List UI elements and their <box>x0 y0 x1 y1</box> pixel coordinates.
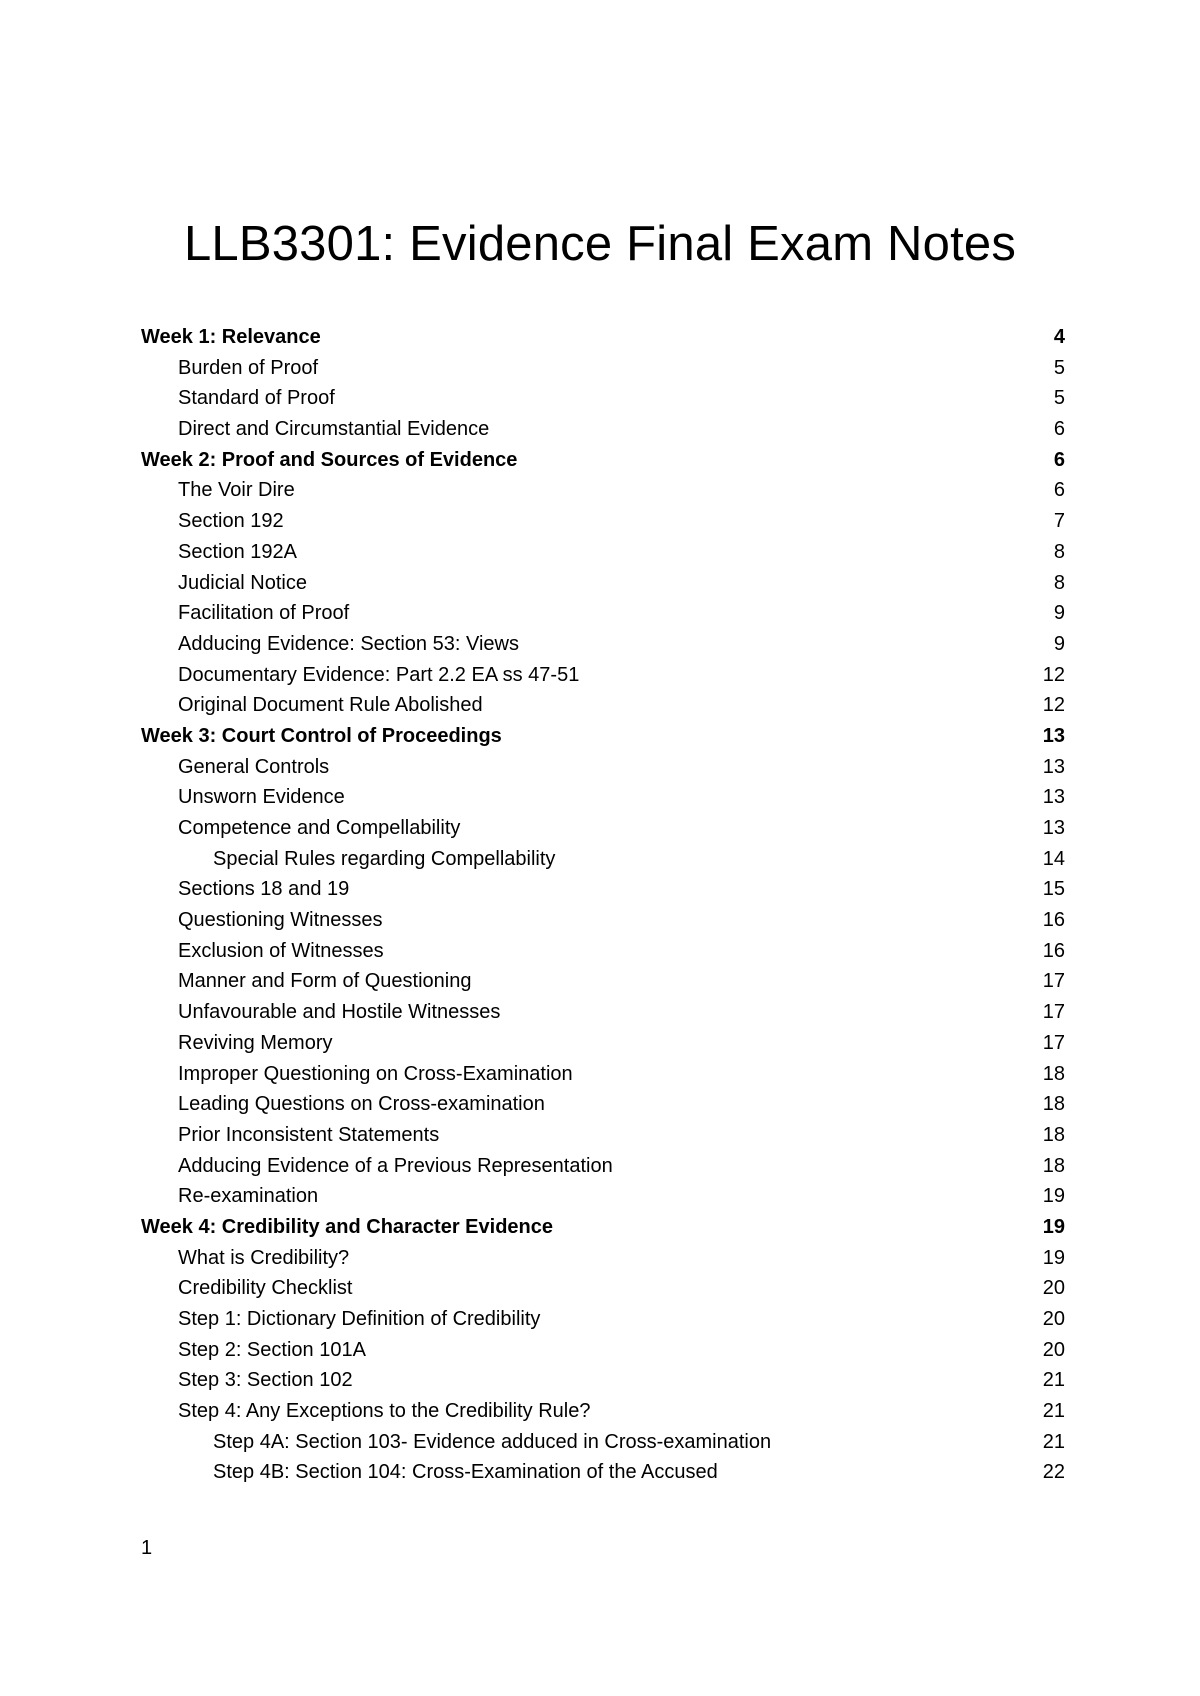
toc-entry-title: Adducing Evidence of a Previous Representation <box>178 1154 613 1177</box>
toc-entry[interactable] <box>141 414 1065 445</box>
toc-entry[interactable] <box>141 475 1065 506</box>
toc-entry-page: 9 <box>1053 632 1065 655</box>
toc-entry-page: 12 <box>1042 663 1065 686</box>
toc-entry-title: Re-examination <box>178 1185 319 1208</box>
toc-entry[interactable] <box>141 1396 1065 1427</box>
toc-entry-page: 19 <box>1042 1215 1065 1238</box>
toc-entry[interactable] <box>141 1273 1065 1304</box>
toc-entry-title: Section 192A <box>178 540 297 563</box>
toc-entry-title: General Controls <box>178 755 330 778</box>
toc-entry-page: 15 <box>1042 878 1065 901</box>
toc-entry[interactable] <box>141 721 1065 752</box>
toc-entry-page: 5 <box>1053 356 1065 379</box>
toc-entry-title: The Voir Dire <box>178 479 295 502</box>
toc-entry-page: 14 <box>1042 847 1065 870</box>
toc-entry[interactable] <box>141 322 1065 353</box>
toc-entry[interactable] <box>141 1457 1065 1488</box>
toc-entry-title: Original Document Rule Abolished <box>178 694 483 717</box>
toc-entry-page: 6 <box>1053 418 1065 441</box>
toc-entry-page: 16 <box>1042 909 1065 932</box>
toc-entry[interactable] <box>141 598 1065 629</box>
toc-entry-title: Facilitation of Proof <box>178 602 350 625</box>
toc-entry-title: Week 1: Relevance <box>141 326 321 348</box>
toc-entry-title: Sections 18 and 19 <box>178 878 350 901</box>
toc-entry[interactable] <box>141 844 1065 875</box>
toc-entry[interactable] <box>141 1028 1065 1059</box>
toc-entry[interactable] <box>141 874 1065 905</box>
toc-entry-title: Reviving Memory <box>178 1031 333 1054</box>
toc-entry[interactable] <box>141 997 1065 1028</box>
table-of-contents <box>141 322 1065 1488</box>
toc-entry-page: 16 <box>1042 939 1065 962</box>
toc-entry[interactable] <box>141 660 1065 691</box>
toc-entry-title: Improper Questioning on Cross-Examination <box>178 1062 573 1085</box>
toc-entry-page: 18 <box>1042 1123 1065 1146</box>
toc-entry-title: Step 2: Section 101A <box>178 1338 366 1361</box>
toc-entry-title: Competence and Compellability <box>178 817 461 839</box>
toc-entry-page: 22 <box>1042 1461 1065 1484</box>
toc-entry-page: 13 <box>1042 817 1065 839</box>
toc-entry-page: 9 <box>1053 602 1065 625</box>
toc-entry-page: 20 <box>1042 1308 1065 1330</box>
toc-entry-page: 20 <box>1042 1338 1065 1361</box>
toc-entry-title: Standard of Proof <box>178 387 335 410</box>
toc-entry-page: 20 <box>1042 1277 1065 1300</box>
toc-entry-page: 17 <box>1042 1001 1065 1024</box>
toc-entry[interactable] <box>141 690 1065 721</box>
toc-entry[interactable] <box>141 506 1065 537</box>
toc-entry[interactable] <box>141 445 1065 476</box>
toc-entry-page: 6 <box>1053 448 1065 471</box>
document-title: LLB3301: Evidence Final Exam Notes <box>183 217 1017 271</box>
toc-entry-page: 8 <box>1053 571 1065 594</box>
toc-entry-page: 13 <box>1042 786 1065 809</box>
toc-entry-page: 7 <box>1053 510 1065 533</box>
toc-entry-title: Leading Questions on Cross-examination <box>178 1093 545 1116</box>
toc-entry-title: Unsworn Evidence <box>178 786 345 809</box>
toc-entry-title: Week 2: Proof and Sources of Evidence <box>141 448 518 471</box>
toc-entry-title: What is Credibility? <box>178 1246 350 1269</box>
toc-entry-title: Prior Inconsistent Statements <box>178 1123 440 1146</box>
toc-entry-title: Adducing Evidence: Section 53: Views <box>178 632 519 655</box>
toc-entry-page: 17 <box>1042 1031 1065 1054</box>
toc-entry-page: 21 <box>1042 1369 1065 1392</box>
toc-entry-page: 6 <box>1053 479 1065 502</box>
toc-entry[interactable] <box>141 1427 1065 1458</box>
toc-entry-page: 5 <box>1053 387 1065 410</box>
toc-entry[interactable] <box>141 1304 1065 1335</box>
toc-entry-page: 21 <box>1042 1400 1065 1423</box>
toc-entry[interactable] <box>141 1212 1065 1243</box>
toc-entry[interactable] <box>141 752 1065 783</box>
toc-entry-page: 13 <box>1042 755 1065 778</box>
toc-entry[interactable] <box>141 629 1065 660</box>
toc-entry-title: Burden of Proof <box>178 356 319 379</box>
toc-entry-title: Exclusion of Witnesses <box>178 939 384 962</box>
toc-entry-title: Questioning Witnesses <box>178 909 383 932</box>
toc-entry-title: Step 4: Any Exceptions to the Credibility Rule? <box>178 1400 591 1423</box>
toc-entry-page: 19 <box>1042 1185 1065 1208</box>
toc-entry-title: Manner and Form of Questioning <box>178 970 472 993</box>
toc-entry[interactable] <box>141 353 1065 384</box>
toc-entry-page: 21 <box>1042 1430 1065 1453</box>
toc-entry[interactable] <box>141 383 1065 414</box>
toc-entry-title: Step 1: Dictionary Definition of Credibility <box>178 1308 541 1330</box>
toc-entry-page: 19 <box>1042 1246 1065 1269</box>
toc-entry-page: 17 <box>1042 970 1065 993</box>
toc-entry[interactable] <box>141 1120 1065 1151</box>
toc-entry[interactable] <box>141 1365 1065 1396</box>
toc-entry-title: Week 4: Credibility and Character Evidence <box>141 1215 554 1238</box>
toc-entry-page: 18 <box>1042 1062 1065 1085</box>
toc-entry[interactable] <box>141 966 1065 997</box>
toc-entry-title: Judicial Notice <box>178 571 307 594</box>
toc-entry[interactable] <box>141 537 1065 568</box>
toc-entry-page: 12 <box>1042 694 1065 717</box>
toc-entry[interactable] <box>141 1059 1065 1090</box>
toc-entry[interactable] <box>141 1243 1065 1274</box>
toc-entry[interactable] <box>141 936 1065 967</box>
toc-entry-title: Step 4A: Section 103- Evidence adduced in Cross-examination <box>213 1430 772 1453</box>
toc-entry-title: Documentary Evidence: Part 2.2 EA ss 47-51 <box>178 663 580 686</box>
toc-entry-title: Direct and Circumstantial Evidence <box>178 418 490 441</box>
toc-entry-page: 18 <box>1042 1154 1065 1177</box>
toc-entry-page: 4 <box>1053 326 1065 348</box>
toc-entry-title: Step 3: Section 102 <box>178 1369 353 1392</box>
toc-entry-title: Step 4B: Section 104: Cross-Examination of the Accused <box>213 1461 718 1484</box>
toc-entry-title: Section 192 <box>178 510 284 533</box>
toc-entry[interactable] <box>141 1089 1065 1120</box>
page-number: 1 <box>141 1537 153 1559</box>
toc-entry[interactable] <box>141 813 1065 844</box>
toc-entry-page: 18 <box>1042 1093 1065 1116</box>
toc-entry-page: 8 <box>1053 540 1065 563</box>
toc-entry-title: Unfavourable and Hostile Witnesses <box>178 1001 501 1024</box>
toc-entry-page: 13 <box>1042 724 1065 747</box>
toc-entry[interactable] <box>141 905 1065 936</box>
toc-entry[interactable] <box>141 568 1065 599</box>
toc-entry[interactable] <box>141 1335 1065 1366</box>
toc-entry-title: Special Rules regarding Compellability <box>213 847 556 870</box>
toc-entry-title: Week 3: Court Control of Proceedings <box>141 724 502 747</box>
toc-entry[interactable] <box>141 782 1065 813</box>
toc-entry-title: Credibility Checklist <box>178 1277 353 1300</box>
toc-entry[interactable] <box>141 1151 1065 1182</box>
toc-entry[interactable] <box>141 1181 1065 1212</box>
